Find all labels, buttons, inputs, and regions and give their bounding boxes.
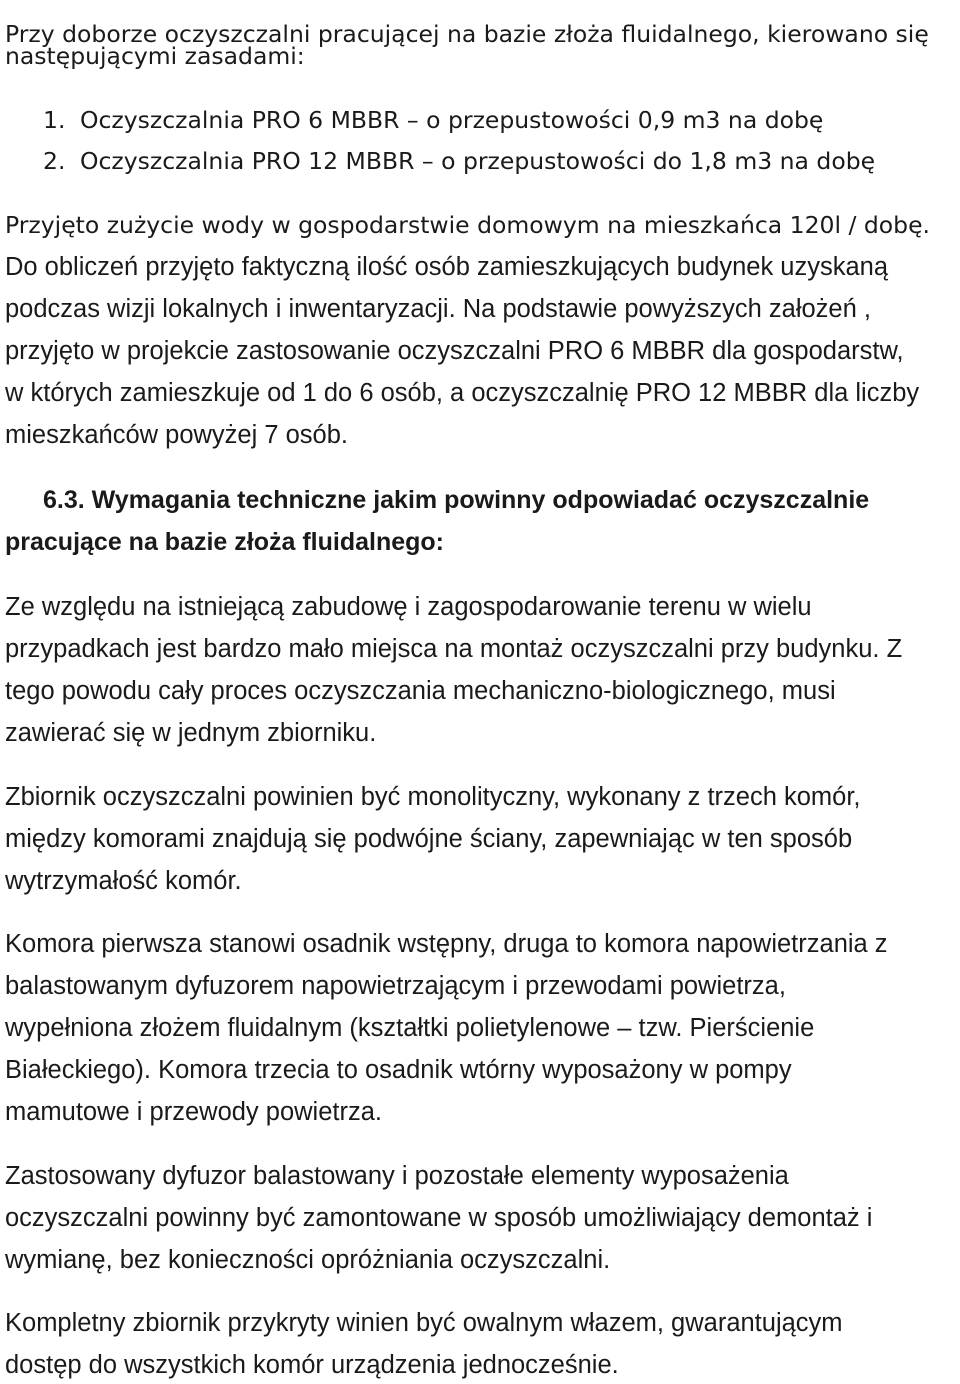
paragraph-line: wytrzymałość komór. xyxy=(5,867,242,895)
paragraph-line: oczyszczalni powinny być zamontowane w sposób umożliwiający demontaż i xyxy=(5,1204,873,1232)
paragraph-line: balastowanym dyfuzorem napowietrzającym i przewodami powietrza, xyxy=(5,972,786,1000)
intro-line: następującymi zasadami: xyxy=(5,42,305,70)
assumption-line: w których zamieszkuje od 1 do 6 osób, a oczyszczalnię PRO 12 MBBR dla liczby xyxy=(5,379,920,407)
paragraph-line: Białeckiego). Komora trzecia to osadnik wtórny wyposażony w pompy xyxy=(5,1056,792,1084)
paragraph-line: Zastosowany dyfuzor balastowany i pozostałe elementy wyposażenia xyxy=(5,1162,789,1190)
paragraph-line: Komora pierwsza stanowi osadnik wstępny, druga to komora napowietrzania z xyxy=(5,930,888,958)
paragraph-line: dostęp do wszystkich komór urządzenia jednocześnie. xyxy=(5,1351,619,1379)
paragraph-line: wymianę, bez konieczności opróżniania oczyszczalni. xyxy=(5,1246,611,1274)
section-heading: pracujące na bazie złoża fluidalnego: xyxy=(5,528,444,556)
assumption-line: podczas wizji lokalnych i inwentaryzacji. Na podstawie powyższych założeń , xyxy=(5,295,871,323)
paragraph-line: Kompletny zbiornik przykryty winien być owalnym włazem, gwarantującym xyxy=(5,1309,843,1337)
section-heading: 6.3. Wymagania techniczne jakim powinny odpowiadać oczyszczalnie xyxy=(43,486,870,514)
paragraph-line: wypełniona złożem fluidalnym (kształtki polietylenowe – tzw. Pierścienie xyxy=(5,1014,815,1042)
paragraph-line: między komorami znajdują się podwójne ściany, zapewniając w ten sposób xyxy=(5,825,853,853)
list-item-text: Oczyszczalnia PRO 12 MBBR – o przepustowości do 1,8 m3 na dobę xyxy=(80,147,876,175)
list-item-number: 2. xyxy=(43,147,66,175)
assumption-line: Przyjęto zużycie wody w gospodarstwie domowym na mieszkańca 120l / dobę. xyxy=(5,211,931,239)
paragraph-line: tego powodu cały proces oczyszczania mechaniczno-biologicznego, musi xyxy=(5,677,836,705)
list-item-text: Oczyszczalnia PRO 6 MBBR – o przepustowości 0,9 m3 na dobę xyxy=(80,106,824,134)
list-item-number: 1. xyxy=(43,106,66,134)
assumption-line: przyjęto w projekcie zastosowanie oczyszczalni PRO 6 MBBR dla gospodarstw, xyxy=(5,337,904,365)
intro-line: Przy doborze oczyszczalni pracującej na bazie złoża fluidalnego, kierowano się xyxy=(5,20,929,48)
paragraph-line: przypadkach jest bardzo mało miejsca na montaż oczyszczalni przy budynku. Z xyxy=(5,635,903,663)
paragraph-line: Ze względu na istniejącą zabudowę i zagospodarowanie terenu w wielu xyxy=(5,593,812,621)
paragraph-line: Zbiornik oczyszczalni powinien być monolityczny, wykonany z trzech komór, xyxy=(5,783,861,811)
paragraph-line: mamutowe i przewody powietrza. xyxy=(5,1098,382,1126)
assumption-line: mieszkańców powyżej 7 osób. xyxy=(5,421,348,449)
paragraph-line: zawierać się w jednym zbiorniku. xyxy=(5,719,377,747)
assumption-line: Do obliczeń przyjęto faktyczną ilość osób zamieszkujących budynek uzyskaną xyxy=(5,253,889,281)
